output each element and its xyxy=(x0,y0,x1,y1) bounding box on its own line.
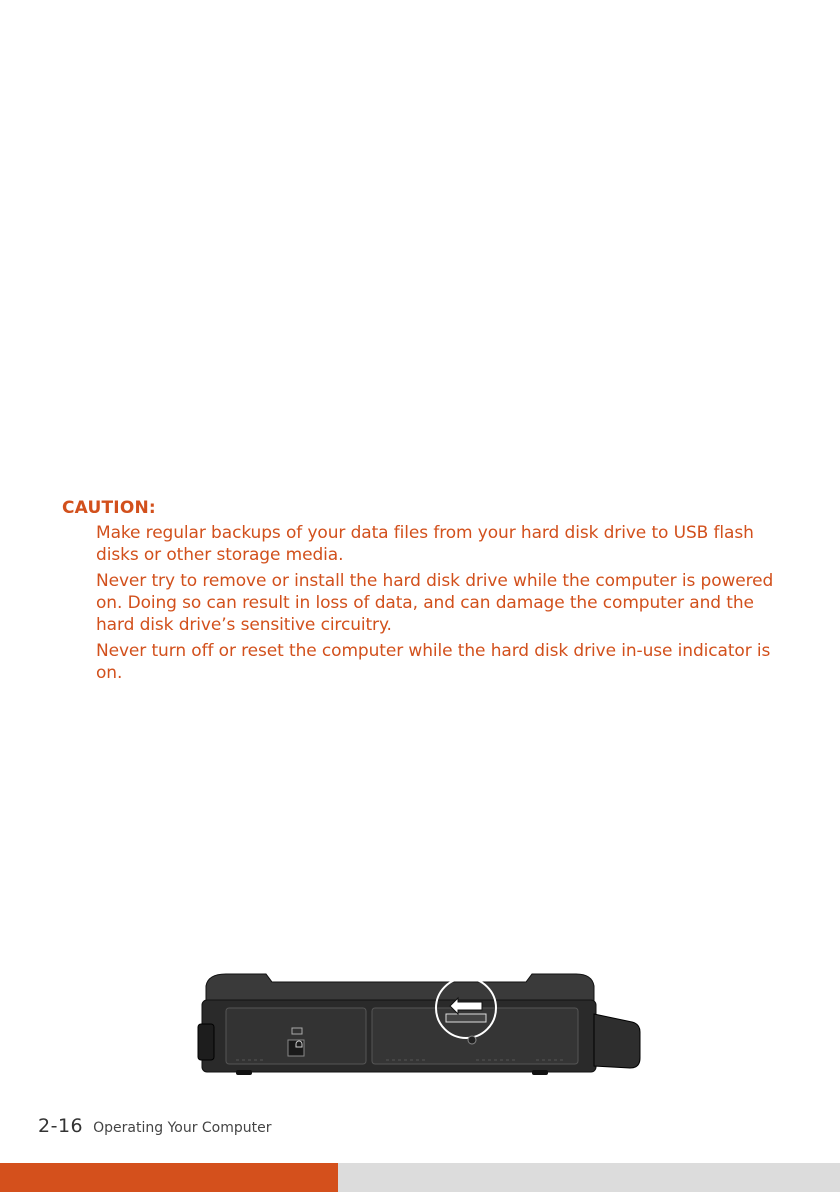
caution-item: Never try to remove or install the hard disk drive while the computer is powered on. Doing so can result in loss of data, and can damage the computer and the hard disk drive’s sensitive circuitry. xyxy=(96,571,774,635)
caution-title: CAUTION: xyxy=(62,498,156,518)
foot xyxy=(532,1070,548,1075)
side-handle xyxy=(594,1014,640,1068)
hdd-latch xyxy=(446,1014,486,1022)
caution-block xyxy=(62,496,782,688)
caution-item: Never turn off or reset the computer while the hard disk drive in-use indicator is on. xyxy=(96,641,771,683)
bottom-bar-accent xyxy=(0,1163,338,1192)
page-number: 2-16 xyxy=(38,1115,84,1137)
page-footer xyxy=(38,1115,272,1137)
bottom-color-bar xyxy=(0,1163,840,1192)
screw-icon xyxy=(468,1036,476,1044)
left-bumper xyxy=(198,1024,214,1060)
foot xyxy=(236,1070,252,1075)
laptop-top-shell xyxy=(206,974,594,1002)
laptop-side-illustration xyxy=(196,968,642,1080)
bottom-bar-gray xyxy=(338,1163,840,1192)
section-name: Operating Your Computer xyxy=(93,1120,272,1136)
caution-item: Make regular backups of your data files from your hard disk drive to USB flash disks or other storage media. xyxy=(96,523,754,565)
